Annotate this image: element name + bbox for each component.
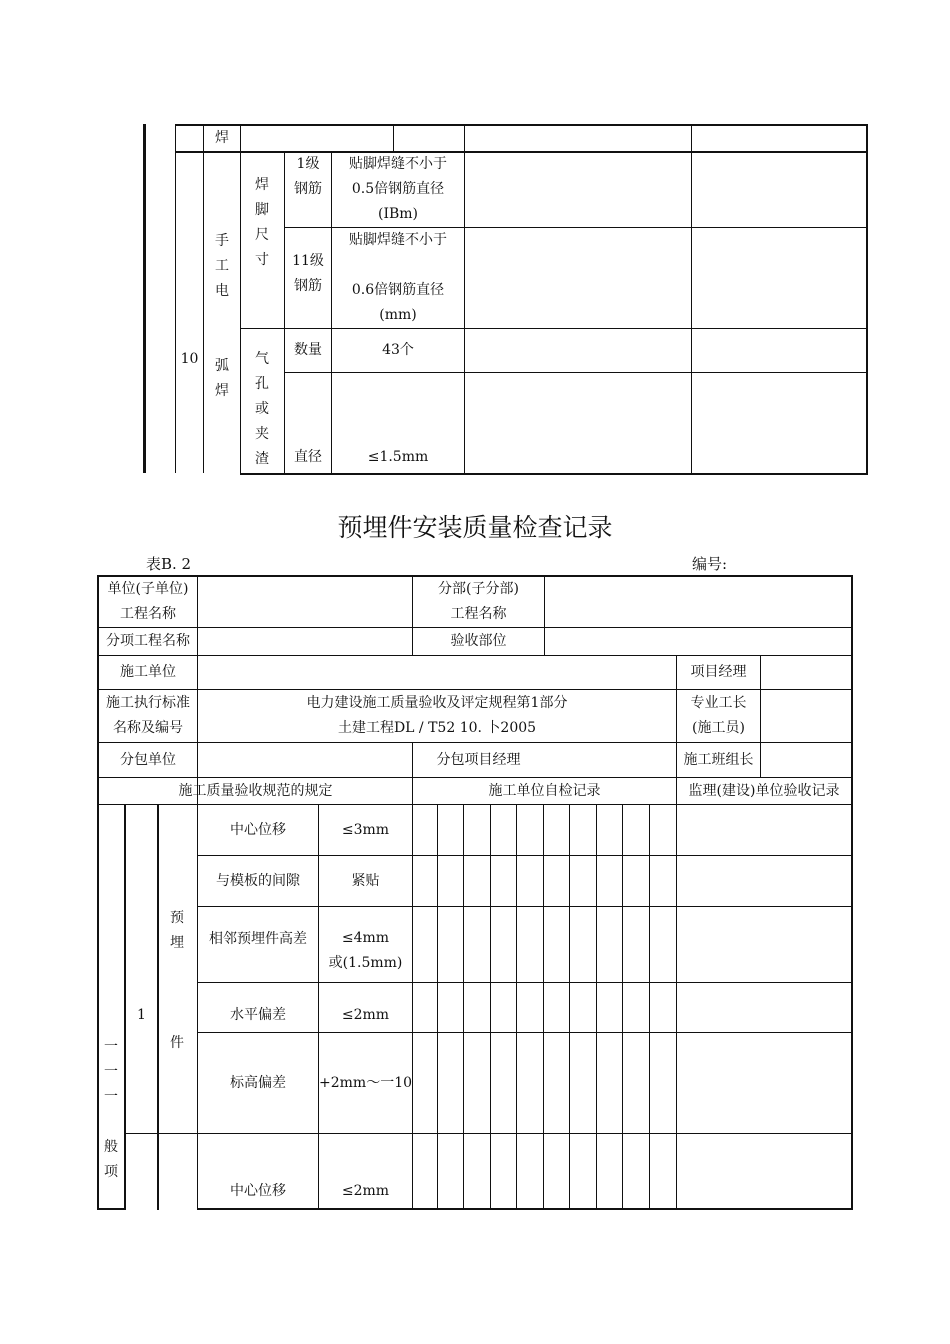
self-check-header: 施工单位自检记录 xyxy=(488,782,601,799)
check-item-4: 水平偏差 xyxy=(230,1007,286,1023)
spec-header: 施工质量验收规范的规定 xyxy=(178,782,333,799)
division-project-name-label: 分部(子分部) 工程名称 xyxy=(438,581,519,622)
check-item-6: 中心位移 xyxy=(230,1183,286,1199)
project-manager-label: 项目经理 xyxy=(690,664,747,680)
technician-label: 专业工长 (施工员) xyxy=(690,695,747,736)
embedded-part-label: 预 埋 件 xyxy=(170,910,184,1051)
unit-project-name-value[interactable] xyxy=(198,577,412,627)
unit-project-name-label: 单位(子单位) 工程名称 xyxy=(107,581,189,622)
check-item-3: 相邻预埋件高差 xyxy=(209,930,307,947)
check-item-1: 中心位移 xyxy=(230,821,286,838)
check-value-1: ≤3mm xyxy=(341,821,390,838)
subitem-project-name-value[interactable] xyxy=(198,628,412,655)
weld-row-label: 焊 xyxy=(215,130,229,146)
grade2-requirement: 贴脚焊缝不小于 0.6倍钢筋直径 (mm) xyxy=(349,232,447,323)
check-value-2: 紧贴 xyxy=(351,872,380,889)
constructor-value[interactable] xyxy=(198,656,676,689)
division-project-name-value[interactable] xyxy=(545,577,851,627)
serial-number-label: 编号: xyxy=(692,555,728,573)
table-number: 表B. 2 xyxy=(146,555,192,573)
foot-size-label: 焊 脚 尺 寸 xyxy=(255,177,269,268)
check-item-2: 与模板的间隙 xyxy=(216,872,300,889)
grade1-label: 1级 钢筋 xyxy=(294,156,322,197)
acceptance-part-label: 验收部位 xyxy=(450,633,507,649)
check-value-6: ≤2mm xyxy=(341,1183,390,1199)
subcontractor-value[interactable] xyxy=(198,743,412,777)
team-leader-label: 施工班组长 xyxy=(683,751,754,768)
grade2-label: 11级 钢筋 xyxy=(292,253,324,294)
pore-label: 气 孔 或 夹 渣 xyxy=(255,351,269,467)
check-value-3: ≤4mm 或(1.5mm) xyxy=(328,930,403,971)
supervision-header: 监理(建设)单位验收记录 xyxy=(688,782,840,799)
technician-value[interactable] xyxy=(761,690,851,742)
grade1-requirement: 贴脚焊缝不小于 0.5倍钢筋直径 (IBm) xyxy=(349,156,447,222)
check-value-4: ≤2mm xyxy=(341,1007,390,1023)
diameter-value: ≤1.5mm xyxy=(367,449,429,465)
diameter-label: 直径 xyxy=(294,449,322,465)
standard-label: 施工执行标准 名称及编号 xyxy=(106,695,190,736)
item-number: 10 xyxy=(180,350,199,367)
check-value-5: +2mm～一10 xyxy=(319,1074,413,1091)
subcontractor-label: 分包单位 xyxy=(120,751,176,768)
category-label: 手 工 电 弧 焊 xyxy=(215,233,229,399)
count-value: 43个 xyxy=(382,342,414,358)
subitem-project-name-label: 分项工程名称 xyxy=(106,633,190,649)
check-item-5: 标高偏差 xyxy=(230,1074,286,1091)
general-items-label: 一 一 一 般 项 xyxy=(104,1039,118,1180)
general-item-number: 1 xyxy=(137,1007,146,1023)
standard-value: 电力建设施工质量验收及评定规程第1部分 土建工程DL / T52 10. 卜2005 xyxy=(306,695,568,736)
page-title: 预埋件安装质量检查记录 xyxy=(337,513,613,542)
team-leader-value[interactable] xyxy=(761,743,851,777)
acceptance-part-value[interactable] xyxy=(545,628,851,655)
constructor-label: 施工单位 xyxy=(120,664,176,680)
count-label: 数量 xyxy=(294,342,322,358)
sub-project-manager-label: 分包项目经理 xyxy=(436,751,521,768)
project-manager-value[interactable] xyxy=(761,656,851,689)
